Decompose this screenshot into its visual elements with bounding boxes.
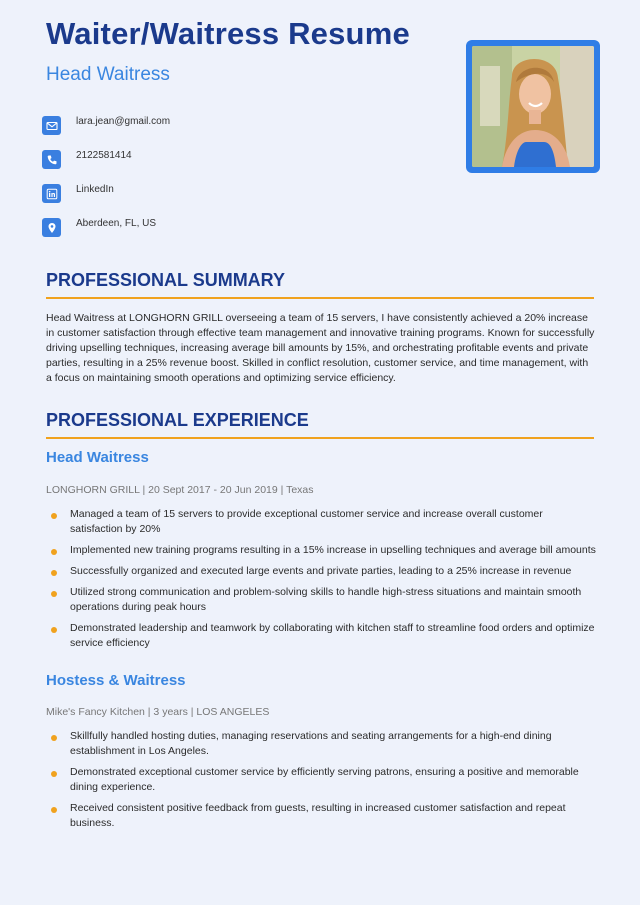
contact-email-text: lara.jean@gmail.com [76, 116, 171, 127]
bullet-dot [51, 549, 57, 555]
job-bullets [50, 507, 598, 657]
contact-email[interactable] [42, 112, 342, 146]
email-icon [42, 116, 61, 135]
bullet-text: Managed a team of 15 servers to provide exceptional customer service and increase overall customer satisfaction by 20% [70, 508, 543, 535]
list-item [50, 621, 598, 651]
contact-list [42, 112, 342, 248]
location-pin-icon [42, 218, 61, 237]
bullet-dot [51, 570, 57, 576]
job-meta: Mike's Fancy Kitchen | 3 years | LOS ANGELES [46, 706, 270, 718]
contact-phone[interactable] [42, 146, 342, 180]
list-item [50, 729, 598, 759]
list-item [50, 564, 598, 579]
contact-linkedin-text: LinkedIn [76, 184, 114, 195]
contact-linkedin[interactable] [42, 180, 342, 214]
phone-icon [42, 150, 61, 169]
bullet-dot [51, 771, 57, 777]
resume-title: Waiter/Waitress Resume [46, 16, 410, 51]
bullet-text: Utilized strong communication and problem-solving skills to handle high-stress situations and maintain smooth operations during peak hours [70, 586, 582, 613]
job-subtitle: Head Waitress [46, 64, 170, 85]
list-item [50, 585, 598, 615]
bullet-text: Successfully organized and executed large events and private parties, leading to a 25% increase in revenue [70, 565, 572, 577]
list-item [50, 507, 598, 537]
job-title: Hostess & Waitress [46, 672, 186, 689]
list-item [50, 765, 598, 795]
bullet-text: Demonstrated leadership and teamwork by collaborating with kitchen staff to streamline food orders and optimize service efficiency [70, 622, 595, 649]
linkedin-icon [42, 184, 61, 203]
job-title: Head Waitress [46, 449, 149, 466]
experience-heading: PROFESSIONAL EXPERIENCE [46, 410, 309, 430]
experience-divider [46, 437, 594, 439]
bullet-text: Implemented new training programs resulting in a 15% increase in upselling techniques and average bill amounts [70, 544, 596, 556]
summary-text: Head Waitress at LONGHORN GRILL overseeing a team of 15 servers, I have consistently achieved a 20% increase in customer satisfaction through effective team management and innovative training programs. Known for successfully driving upselling techniques, increasing average bill amounts by 15%, and orchestrating profitable events and private parties, resulting in a 25% revenue boost. Skilled in conflict resolution, customer service, and time management, with a focus on maintaining smooth operations and optimizing service efficiency. [46, 312, 595, 384]
bullet-text: Skillfully handled hosting duties, managing reservations and seating arrangements for a high-end dining establishment in Los Angeles. [70, 730, 552, 757]
summary-divider [46, 297, 594, 299]
contact-location [42, 214, 342, 248]
bullet-text: Demonstrated exceptional customer service by efficiently serving patrons, ensuring a positive and memorable dining experience. [70, 766, 579, 793]
contact-location-text: Aberdeen, FL, US [76, 218, 157, 229]
bullet-dot [51, 807, 57, 813]
list-item [50, 801, 598, 831]
profile-photo-frame [466, 40, 600, 173]
job-meta: LONGHORN GRILL | 20 Sept 2017 - 20 Jun 2019 | Texas [46, 484, 314, 496]
summary-heading: PROFESSIONAL SUMMARY [46, 270, 286, 290]
list-item [50, 543, 598, 558]
bullet-dot [51, 627, 57, 633]
job-bullets [50, 729, 598, 837]
bullet-dot [51, 735, 57, 741]
bullet-dot [51, 513, 57, 519]
bullet-text: Received consistent positive feedback from guests, resulting in increased customer satisfaction and repeat business. [70, 802, 566, 829]
profile-photo [472, 46, 594, 167]
bullet-dot [51, 591, 57, 597]
contact-phone-text: 2122581414 [76, 150, 132, 161]
